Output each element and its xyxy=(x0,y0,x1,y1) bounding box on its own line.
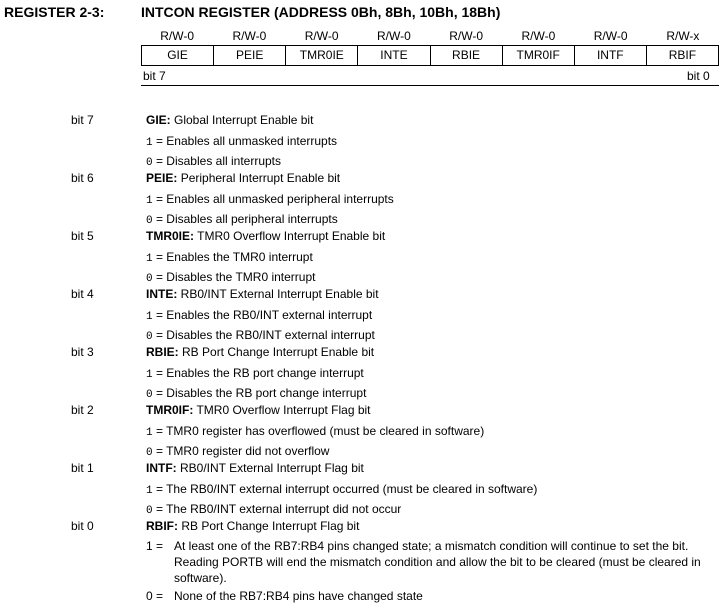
value-line: 0 = Disables all interrupts xyxy=(146,154,282,169)
bit-label: bit 6 xyxy=(71,171,94,185)
bit-desc: RB Port Change Interrupt Flag bit xyxy=(178,519,360,533)
bit-sep: : xyxy=(190,229,195,243)
bit-entry xyxy=(0,111,727,169)
bit-name: GIE xyxy=(146,113,167,127)
access-cell: R/W-0 xyxy=(232,29,267,43)
value-line: 0 = Disables the RB port change interrupt xyxy=(146,386,367,401)
bit-label: bit 0 xyxy=(71,519,94,533)
bit-label: bit 5 xyxy=(71,229,94,243)
bit-descriptions xyxy=(0,111,727,604)
bit-desc: TMR0 Overflow Interrupt Flag bit xyxy=(193,403,371,417)
bit-desc: TMR0 Overflow Interrupt Enable bit xyxy=(194,229,386,243)
access-cell: R/W-0 xyxy=(376,29,411,43)
bit-name: INTE xyxy=(146,287,174,301)
divider xyxy=(141,85,719,86)
access-cell: R/W-0 xyxy=(521,29,556,43)
value-line: 1 = Enables the TMR0 interrupt xyxy=(146,250,313,265)
value-line: 0 = Disables all peripheral interrupts xyxy=(146,212,338,227)
msb-label: bit 7 xyxy=(143,69,166,83)
bit-name-cell: RBIE xyxy=(431,46,503,65)
bit-name-cell: RBIF xyxy=(647,46,719,65)
bit-desc: RB Port Change Interrupt Enable bit xyxy=(178,345,375,359)
bit-label: bit 3 xyxy=(71,345,94,359)
bit-entry xyxy=(0,169,727,227)
bit-name-cell: PEIE xyxy=(214,46,286,65)
lsb-label: bit 0 xyxy=(687,69,710,83)
bit-name: RBIE xyxy=(146,345,175,359)
register-title: INTCON REGISTER (ADDRESS 0Bh, 8Bh, 10Bh, 18Bh) xyxy=(141,4,501,20)
bit-entry xyxy=(0,401,727,459)
register-label: REGISTER 2-3: xyxy=(4,4,105,20)
bit-name-cell: GIE xyxy=(142,46,214,65)
value-line: 1 = TMR0 register has overflowed (must be cleared in software) xyxy=(146,424,485,439)
bit-name-cell: INTF xyxy=(575,46,647,65)
access-cell: R/W-0 xyxy=(593,29,628,43)
access-cell: R/W-0 xyxy=(160,29,195,43)
value-line: 1 = Enables the RB port change interrupt xyxy=(146,366,364,381)
bit-name-cell: TMR0IF xyxy=(503,46,575,65)
value-line: 0 = Disables the RB0/INT external interrupt xyxy=(146,328,375,343)
bit-label: bit 2 xyxy=(71,403,94,417)
access-row xyxy=(141,27,719,45)
value-line: 0 = The RB0/INT external interrupt did not occur xyxy=(146,502,402,517)
bit-entry xyxy=(0,517,727,604)
bit-sep: : xyxy=(189,403,194,417)
bit-name: TMR0IF xyxy=(146,403,190,417)
value-line: 1 = At least one of the RB7:RB4 pins changed state; a mismatch condition will continue to set the bit. Reading PORTB will end the mismatch condition and allow the bit to be cleared (must be cleared in software). xyxy=(146,539,701,585)
bit-sep: : xyxy=(173,287,178,301)
bit-entry xyxy=(0,343,727,401)
value-line: 1 = Enables all unmasked interrupts xyxy=(146,134,338,149)
value-line: 0 = None of the RB7:RB4 pins have changed state xyxy=(146,589,423,603)
bit-desc: RB0/INT External Interrupt Flag bit xyxy=(176,461,364,475)
bit-name: RBIF xyxy=(146,519,174,533)
bit-name-cell: TMR0IE xyxy=(286,46,358,65)
access-cell: R/W-x xyxy=(666,29,700,43)
bit-entry xyxy=(0,227,727,285)
value-line: 1 = Enables the RB0/INT external interrupt xyxy=(146,308,373,323)
bit-desc: RB0/INT External Interrupt Enable bit xyxy=(177,287,379,301)
bit-label: bit 4 xyxy=(71,287,94,301)
value-line: 1 = The RB0/INT external interrupt occurred (must be cleared in software) xyxy=(146,482,538,497)
bit-sep: : xyxy=(172,461,177,475)
bit-sep: : xyxy=(173,171,178,185)
bit-sep: : xyxy=(166,113,171,127)
bit-name: INTF xyxy=(146,461,173,475)
bit-sep: : xyxy=(174,519,178,533)
bit-name-row xyxy=(141,45,719,66)
value-line: 0 = TMR0 register did not overflow xyxy=(146,444,330,459)
bit-name: PEIE xyxy=(146,171,174,185)
bit-label: bit 7 xyxy=(71,113,94,127)
bit-entry xyxy=(0,285,727,343)
bit-sep: : xyxy=(174,345,179,359)
bit-entry xyxy=(0,459,727,517)
bit-name: TMR0IE xyxy=(146,229,191,243)
access-cell: R/W-0 xyxy=(449,29,484,43)
bit-desc: Global Interrupt Enable bit xyxy=(170,113,314,127)
value-line: 0 = Disables the TMR0 interrupt xyxy=(146,270,316,285)
bit-name-cell: INTE xyxy=(358,46,430,65)
access-cell: R/W-0 xyxy=(304,29,339,43)
bit-desc: Peripheral Interrupt Enable bit xyxy=(177,171,341,185)
value-line: 1 = Enables all unmasked peripheral interrupts xyxy=(146,192,394,207)
bit-label: bit 1 xyxy=(71,461,94,475)
